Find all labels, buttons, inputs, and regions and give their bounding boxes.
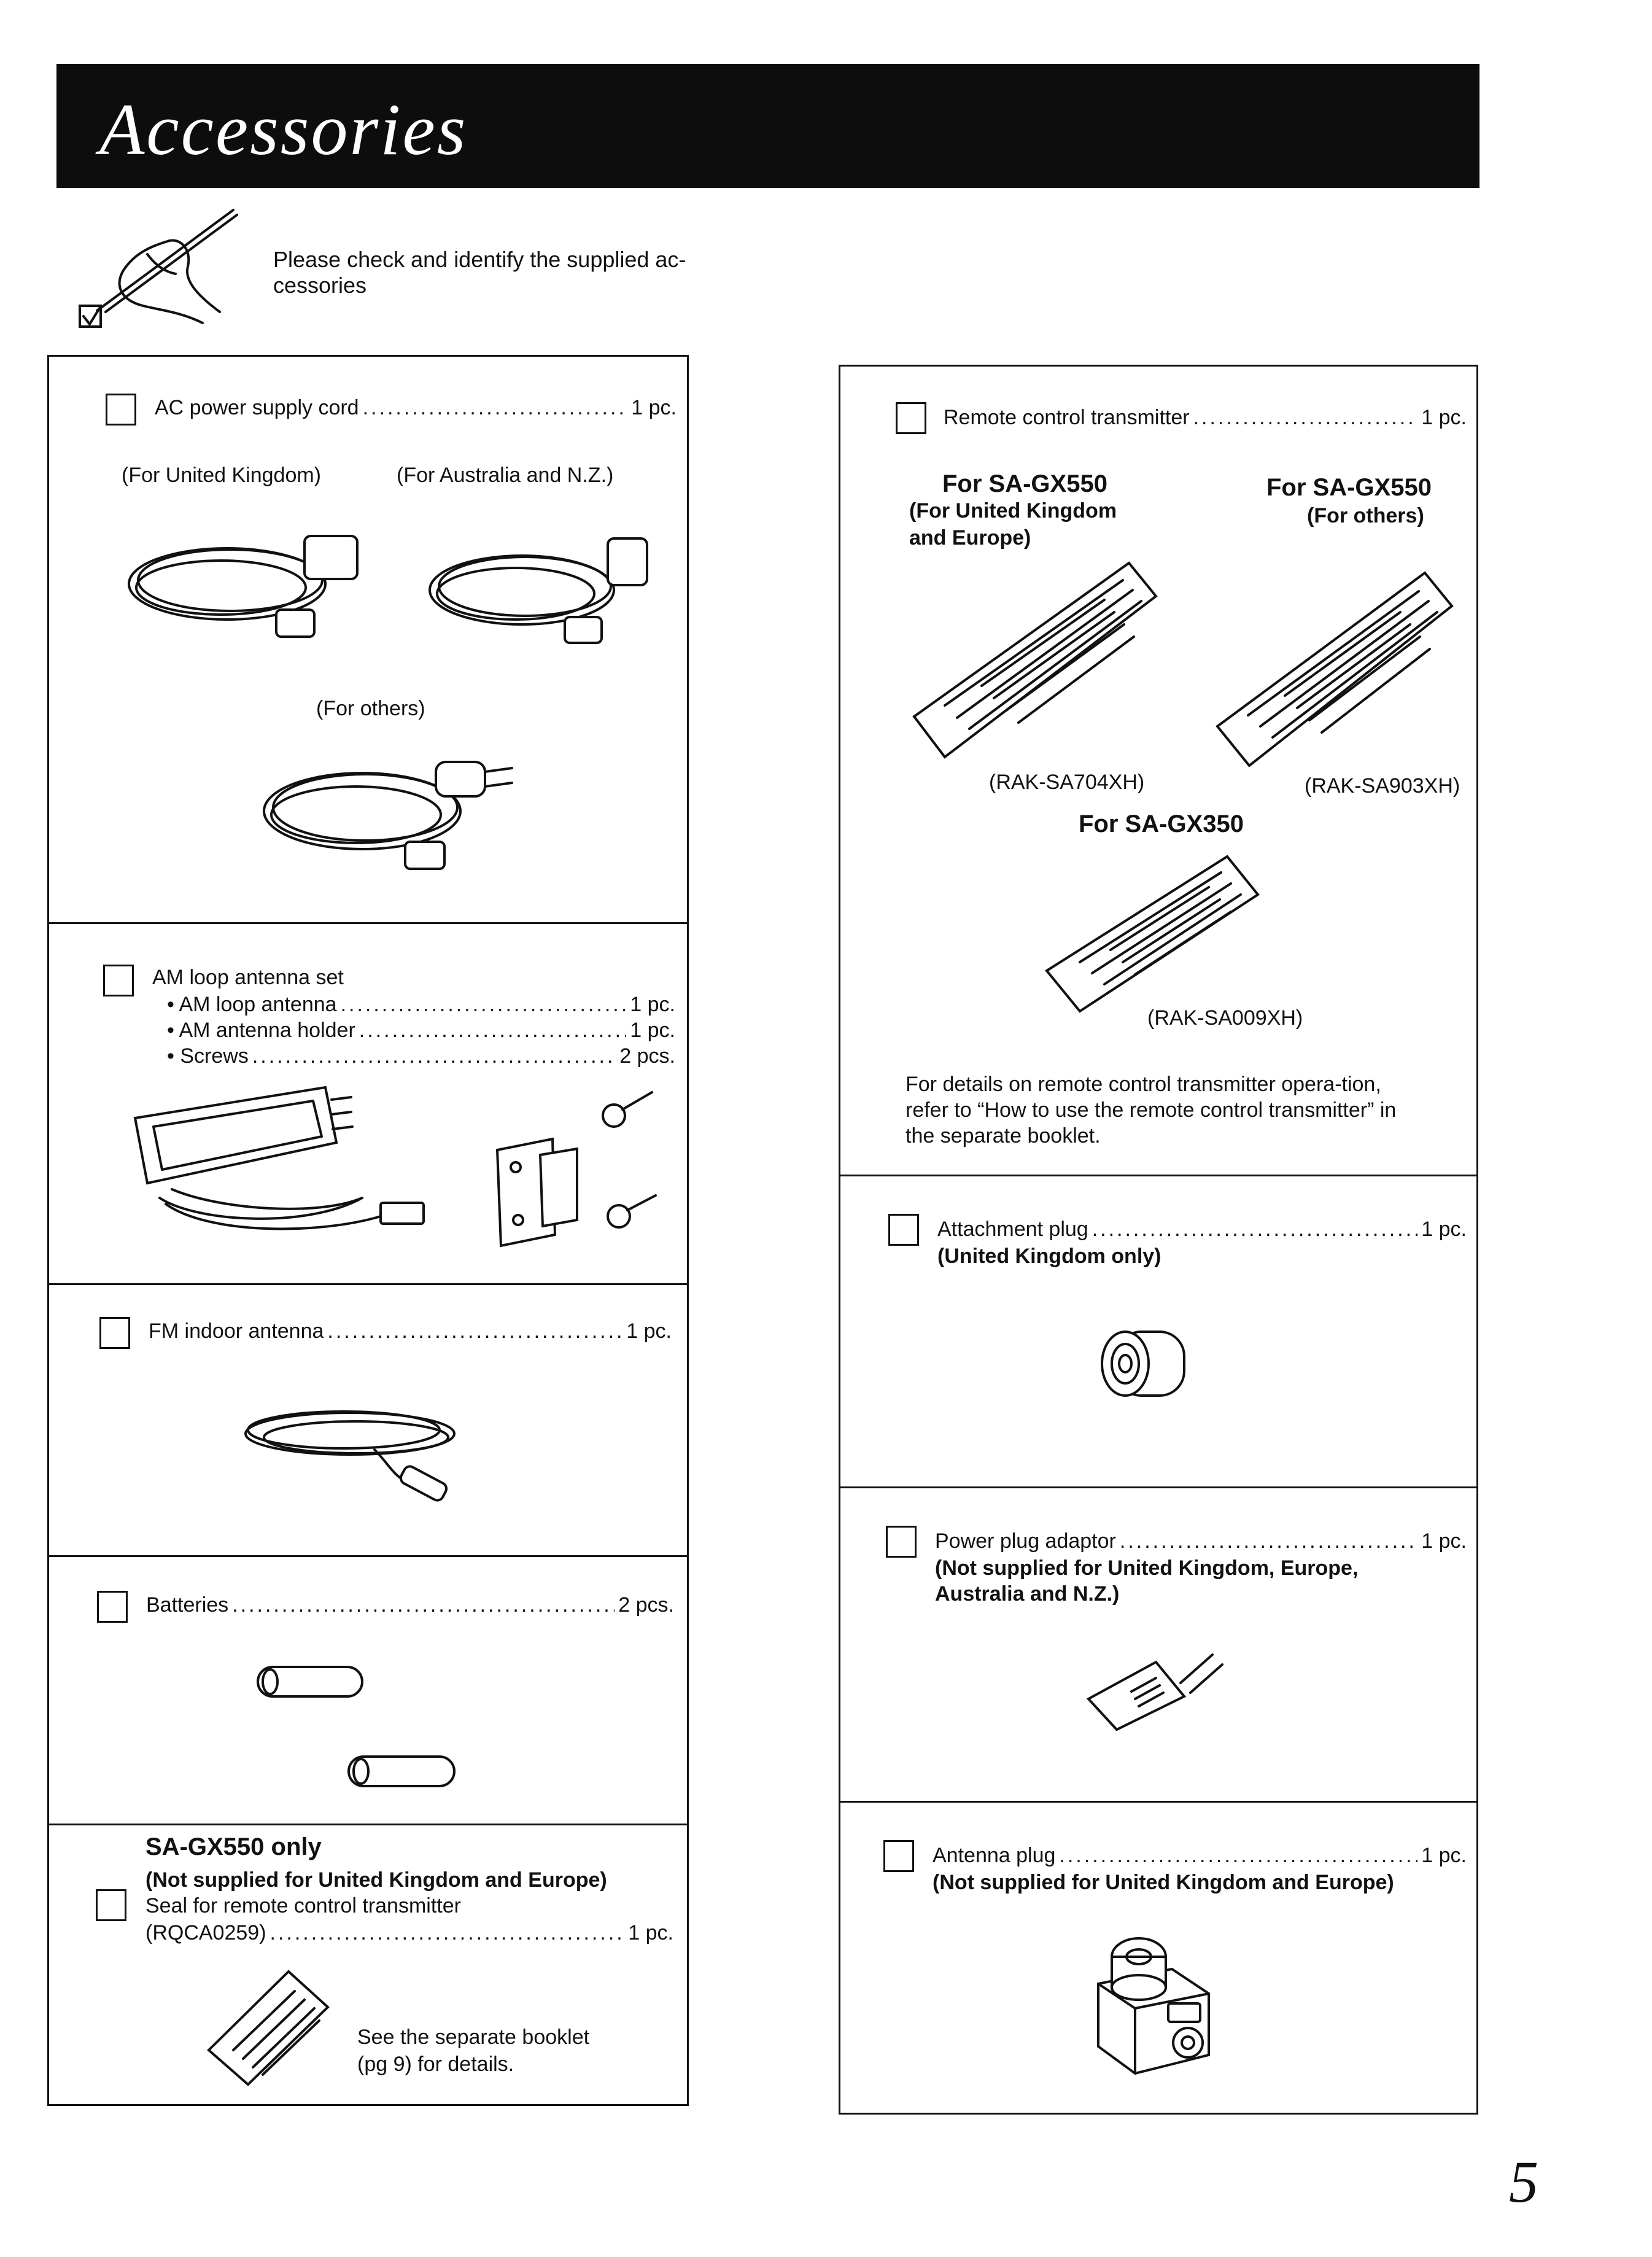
am-antenna-item-row [167, 992, 675, 1017]
am-antenna-checkbox[interactable] [103, 965, 134, 996]
intro-text: Please check and identify the supplied ac-cessories [273, 247, 686, 298]
ac-cord-row [155, 395, 677, 421]
batteries-label: Batteries [146, 1593, 229, 1617]
screw-drawings [603, 1092, 656, 1227]
attachment-plug-note: (United Kingdom only) [937, 1245, 1161, 1268]
seal-see-booklet-line1: See the separate booklet [357, 2026, 590, 2049]
ac-cord-qty: 1 pc. [631, 396, 677, 419]
am-antenna-holder-drawing [497, 1139, 577, 1246]
remote-model-c-title: For SA-GX350 [1079, 810, 1244, 837]
ac-cord-uk-label: (For United Kingdom) [122, 464, 322, 487]
attachment-plug-checkbox[interactable] [888, 1214, 919, 1246]
hand-pen-checkmark-icon [61, 203, 258, 332]
ac-cord-checkbox[interactable] [106, 394, 136, 425]
am-loop-antenna-drawing [135, 1087, 424, 1229]
seal-part-number: (RQCA0259) [145, 1921, 266, 1944]
am-antenna-label: AM loop antenna set [152, 966, 344, 989]
remote-row [944, 405, 1467, 430]
am-antenna-illustration [123, 1075, 663, 1253]
attachment-plug-label: Attachment plug [937, 1218, 1088, 1241]
fm-antenna-checkbox[interactable] [99, 1317, 130, 1349]
left-accessories-panel [47, 355, 689, 2106]
remote-model-a-sub2: and Europe) [909, 526, 1031, 550]
am-antenna-item-qty: 1 pc. [630, 993, 675, 1016]
seal-checkbox[interactable] [96, 1889, 126, 1921]
remote-model-b-title: For SA-GX550 [1266, 474, 1432, 501]
seal-part-row [145, 1920, 673, 1946]
antenna-plug-checkbox[interactable] [883, 1840, 914, 1872]
page-number: 5 [1509, 2149, 1538, 2215]
right-accessories-panel [839, 365, 1478, 2115]
am-antenna-holder-qty: 1 pc. [630, 1019, 675, 1042]
am-antenna-item-label: • AM loop antenna [167, 993, 337, 1016]
remote-checkbox[interactable] [896, 402, 926, 434]
page-title: Accessories [99, 88, 468, 170]
fm-antenna-qty: 1 pc. [626, 1319, 672, 1343]
batteries-illustration [252, 1658, 460, 1800]
power-adaptor-checkbox[interactable] [886, 1526, 917, 1558]
remote-qty: 1 pc. [1421, 406, 1467, 429]
remote-model-b-drawing [1217, 573, 1452, 766]
attachment-plug-illustration [1096, 1324, 1212, 1410]
remote-model-b-part: (RAK-SA903XH) [1305, 774, 1460, 798]
ac-cord-others-label: (For others) [316, 697, 425, 720]
seal-label: Seal for remote control transmitter [145, 1894, 461, 1917]
remote-model-a-part: (RAK-SA704XH) [989, 771, 1145, 794]
batteries-row [146, 1592, 674, 1618]
remote-model-a-sub1: (For United Kingdom [909, 499, 1117, 522]
others-cord-illustration [252, 737, 522, 891]
am-screws-row [167, 1043, 675, 1069]
seal-see-booklet-line2: (pg 9) for details. [357, 2053, 514, 2076]
remote-model-c-part: (RAK-SA009XH) [1147, 1006, 1303, 1030]
antenna-plug-illustration [1080, 1920, 1227, 2086]
fm-antenna-row [149, 1318, 672, 1344]
attachment-plug-qty: 1 pc. [1421, 1218, 1467, 1241]
antenna-plug-row [933, 1843, 1467, 1868]
power-adaptor-row [935, 1528, 1467, 1554]
am-antenna-holder-label: • AM antenna holder [167, 1019, 355, 1042]
power-adaptor-note: (Not supplied for United Kingdom, Europe, Australia and N.Z.) [935, 1556, 1359, 1606]
am-screws-qty: 2 pcs. [619, 1044, 675, 1068]
am-screws-label: • Screws [167, 1044, 249, 1068]
ac-cords-illustration [123, 504, 663, 658]
fm-antenna-illustration [239, 1394, 534, 1511]
ac-cord-label: AC power supply cord [155, 396, 359, 419]
remote-model-b-sub: (For others) [1307, 504, 1424, 527]
power-adaptor-qty: 1 pc. [1421, 1529, 1467, 1553]
power-adaptor-label: Power plug adaptor [935, 1529, 1116, 1553]
am-antenna-holder-row [167, 1017, 675, 1043]
seal-qty: 1 pc. [628, 1921, 673, 1944]
header-banner [56, 64, 1479, 188]
ac-cord-aus-label: (For Australia and N.Z.) [397, 464, 614, 487]
remote-model-a-drawing [914, 563, 1156, 757]
batteries-qty: 2 pcs. [618, 1593, 674, 1617]
fm-antenna-label: FM indoor antenna [149, 1319, 324, 1343]
attachment-plug-row [937, 1216, 1467, 1242]
antenna-plug-qty: 1 pc. [1421, 1844, 1467, 1867]
remote-model-c-drawing [1037, 845, 1270, 1030]
seal-sticker-illustration [196, 1964, 338, 2087]
antenna-plug-note: (Not supplied for United Kingdom and Europe) [933, 1871, 1394, 1894]
uk-cord-drawing [129, 536, 357, 637]
remote-label: Remote control transmitter [944, 406, 1190, 429]
power-adaptor-illustration [1076, 1637, 1236, 1736]
remote-details-text: For details on remote control transmitter opera-tion, refer to “How to use the remote control transmitter” in the separate booklet. [905, 1073, 1397, 1148]
aus-cord-drawing [430, 538, 647, 643]
antenna-plug-label: Antenna plug [933, 1844, 1056, 1867]
batteries-checkbox[interactable] [97, 1591, 128, 1623]
seal-heading: SA-GX550 only [145, 1833, 322, 1860]
seal-note: (Not supplied for United Kingdom and Europe) [145, 1868, 607, 1892]
remote-model-a-title: For SA-GX550 [942, 470, 1107, 497]
